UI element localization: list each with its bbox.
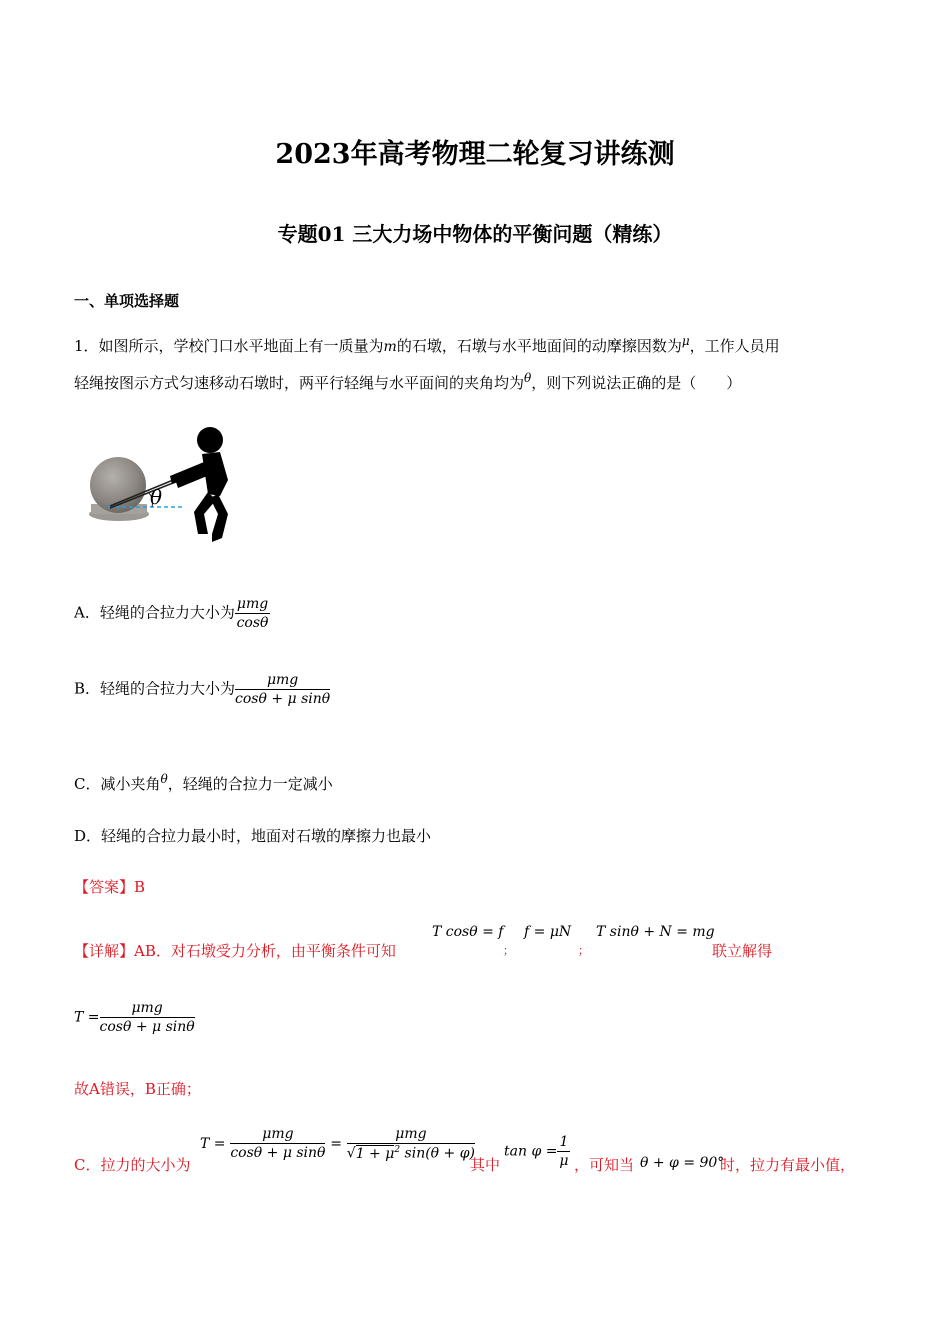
answer-value: B	[134, 878, 146, 896]
fraction-denominator: cosθ + μ sinθ	[235, 691, 331, 707]
c-text-3: 时，拉力有最小值，	[720, 1156, 856, 1174]
fraction-numerator: 1	[559, 1134, 569, 1150]
option-a-text: A．轻绳的合拉力大小为	[74, 603, 235, 622]
equals-sign: =	[330, 1135, 342, 1152]
fraction-denominator: cosθ	[236, 615, 269, 631]
option-d[interactable]: D．轻绳的合拉力最小时，地面对石墩的摩擦力也最小	[74, 827, 432, 845]
separator: ；	[503, 944, 514, 957]
detail-text: AB．对石墩受力分析，由平衡条件可知	[134, 942, 396, 960]
answer	[74, 876, 145, 897]
option-b-text: B．轻绳的合拉力大小为	[74, 679, 236, 698]
c-explanation-label: C．拉力的大小为	[74, 1156, 191, 1174]
mass-symbol: m	[383, 339, 397, 355]
option-b[interactable]	[74, 672, 330, 707]
fraction-numerator: μmg	[235, 672, 330, 690]
formula-lhs: T =	[74, 1009, 100, 1026]
condition-formula: θ + φ = 90°	[640, 1155, 725, 1171]
question-text: ，工作人员用	[689, 337, 780, 355]
fraction-numerator: μmg	[347, 1126, 475, 1144]
equation-1: T cosθ = f	[432, 924, 504, 940]
c-mid-text: 其中	[470, 1156, 501, 1174]
equation-3: T sinθ + N = mg	[596, 924, 715, 940]
superscript: 2	[394, 1145, 401, 1155]
worker-silhouette	[170, 427, 228, 542]
sqrt-sign: √	[346, 1145, 356, 1162]
angle-symbol: θ	[160, 772, 168, 786]
question-text: ，则下列说法正确的是（ ）	[531, 374, 742, 392]
question-text: 1．如图所示，学校门口水平地面上有一质量为	[74, 337, 384, 355]
tan-formula	[504, 1134, 570, 1169]
question-text: 轻绳按图示方式匀速移动石墩时，两平行轻绳与水平面间的夹角均为	[74, 374, 525, 392]
page-title: 2023年高考物理二轮复习讲练测	[275, 139, 675, 170]
page-subtitle: 专题01 三大力场中物体的平衡问题（精练）	[277, 222, 673, 246]
detail-label	[74, 940, 396, 961]
fraction-numerator: μmg	[100, 1000, 195, 1018]
option-b-fraction	[235, 672, 330, 707]
question-text: 的石墩，石墩与水平地面间的动摩擦因数为	[396, 337, 682, 355]
separator: ；	[578, 944, 589, 957]
result-fraction	[100, 1000, 195, 1035]
answer-label: 【答案】	[74, 878, 135, 896]
angle-label: θ	[150, 485, 163, 509]
detail-label-text: 【详解】	[74, 942, 135, 960]
question-line-1	[74, 334, 780, 356]
option-c-text: C．减小夹角	[74, 775, 161, 793]
section-heading: 一、单项选择题	[74, 292, 180, 310]
conclusion: 故A错误，B正确；	[74, 1080, 201, 1098]
stone-pier-figure	[86, 422, 246, 546]
sqrt-content: 1 + μ	[355, 1145, 395, 1162]
result-formula	[74, 1000, 195, 1035]
fraction-numerator: μmg	[230, 1126, 325, 1144]
option-a-fraction	[235, 596, 270, 631]
fraction-denominator	[347, 1144, 475, 1162]
c-fraction-1	[230, 1126, 325, 1161]
fraction-denominator: cosθ + μ sinθ	[99, 1019, 195, 1035]
friction-symbol: μ	[681, 334, 690, 348]
c-text-2: ，可知当	[574, 1156, 635, 1174]
tan-lhs: tan φ =	[504, 1143, 558, 1160]
fraction-denominator: cosθ + μ sinθ	[230, 1145, 326, 1162]
option-a[interactable]	[74, 596, 270, 631]
detail-text-2: 联立解得	[712, 942, 773, 960]
c-formula	[200, 1126, 475, 1162]
question-line-2	[74, 371, 741, 393]
formula-lhs: T =	[200, 1135, 226, 1152]
option-c-text: ，轻绳的合拉力一定减小	[167, 775, 333, 793]
option-c[interactable]	[74, 772, 333, 794]
c-fraction-2	[347, 1126, 475, 1162]
angle-symbol: θ	[524, 371, 532, 385]
fraction-denominator: μ	[559, 1153, 569, 1169]
equation-2: f = μN	[524, 924, 572, 940]
sine-term: sin(θ + φ)	[404, 1145, 475, 1162]
tan-fraction	[557, 1134, 570, 1169]
fraction-numerator: μmg	[236, 596, 269, 612]
